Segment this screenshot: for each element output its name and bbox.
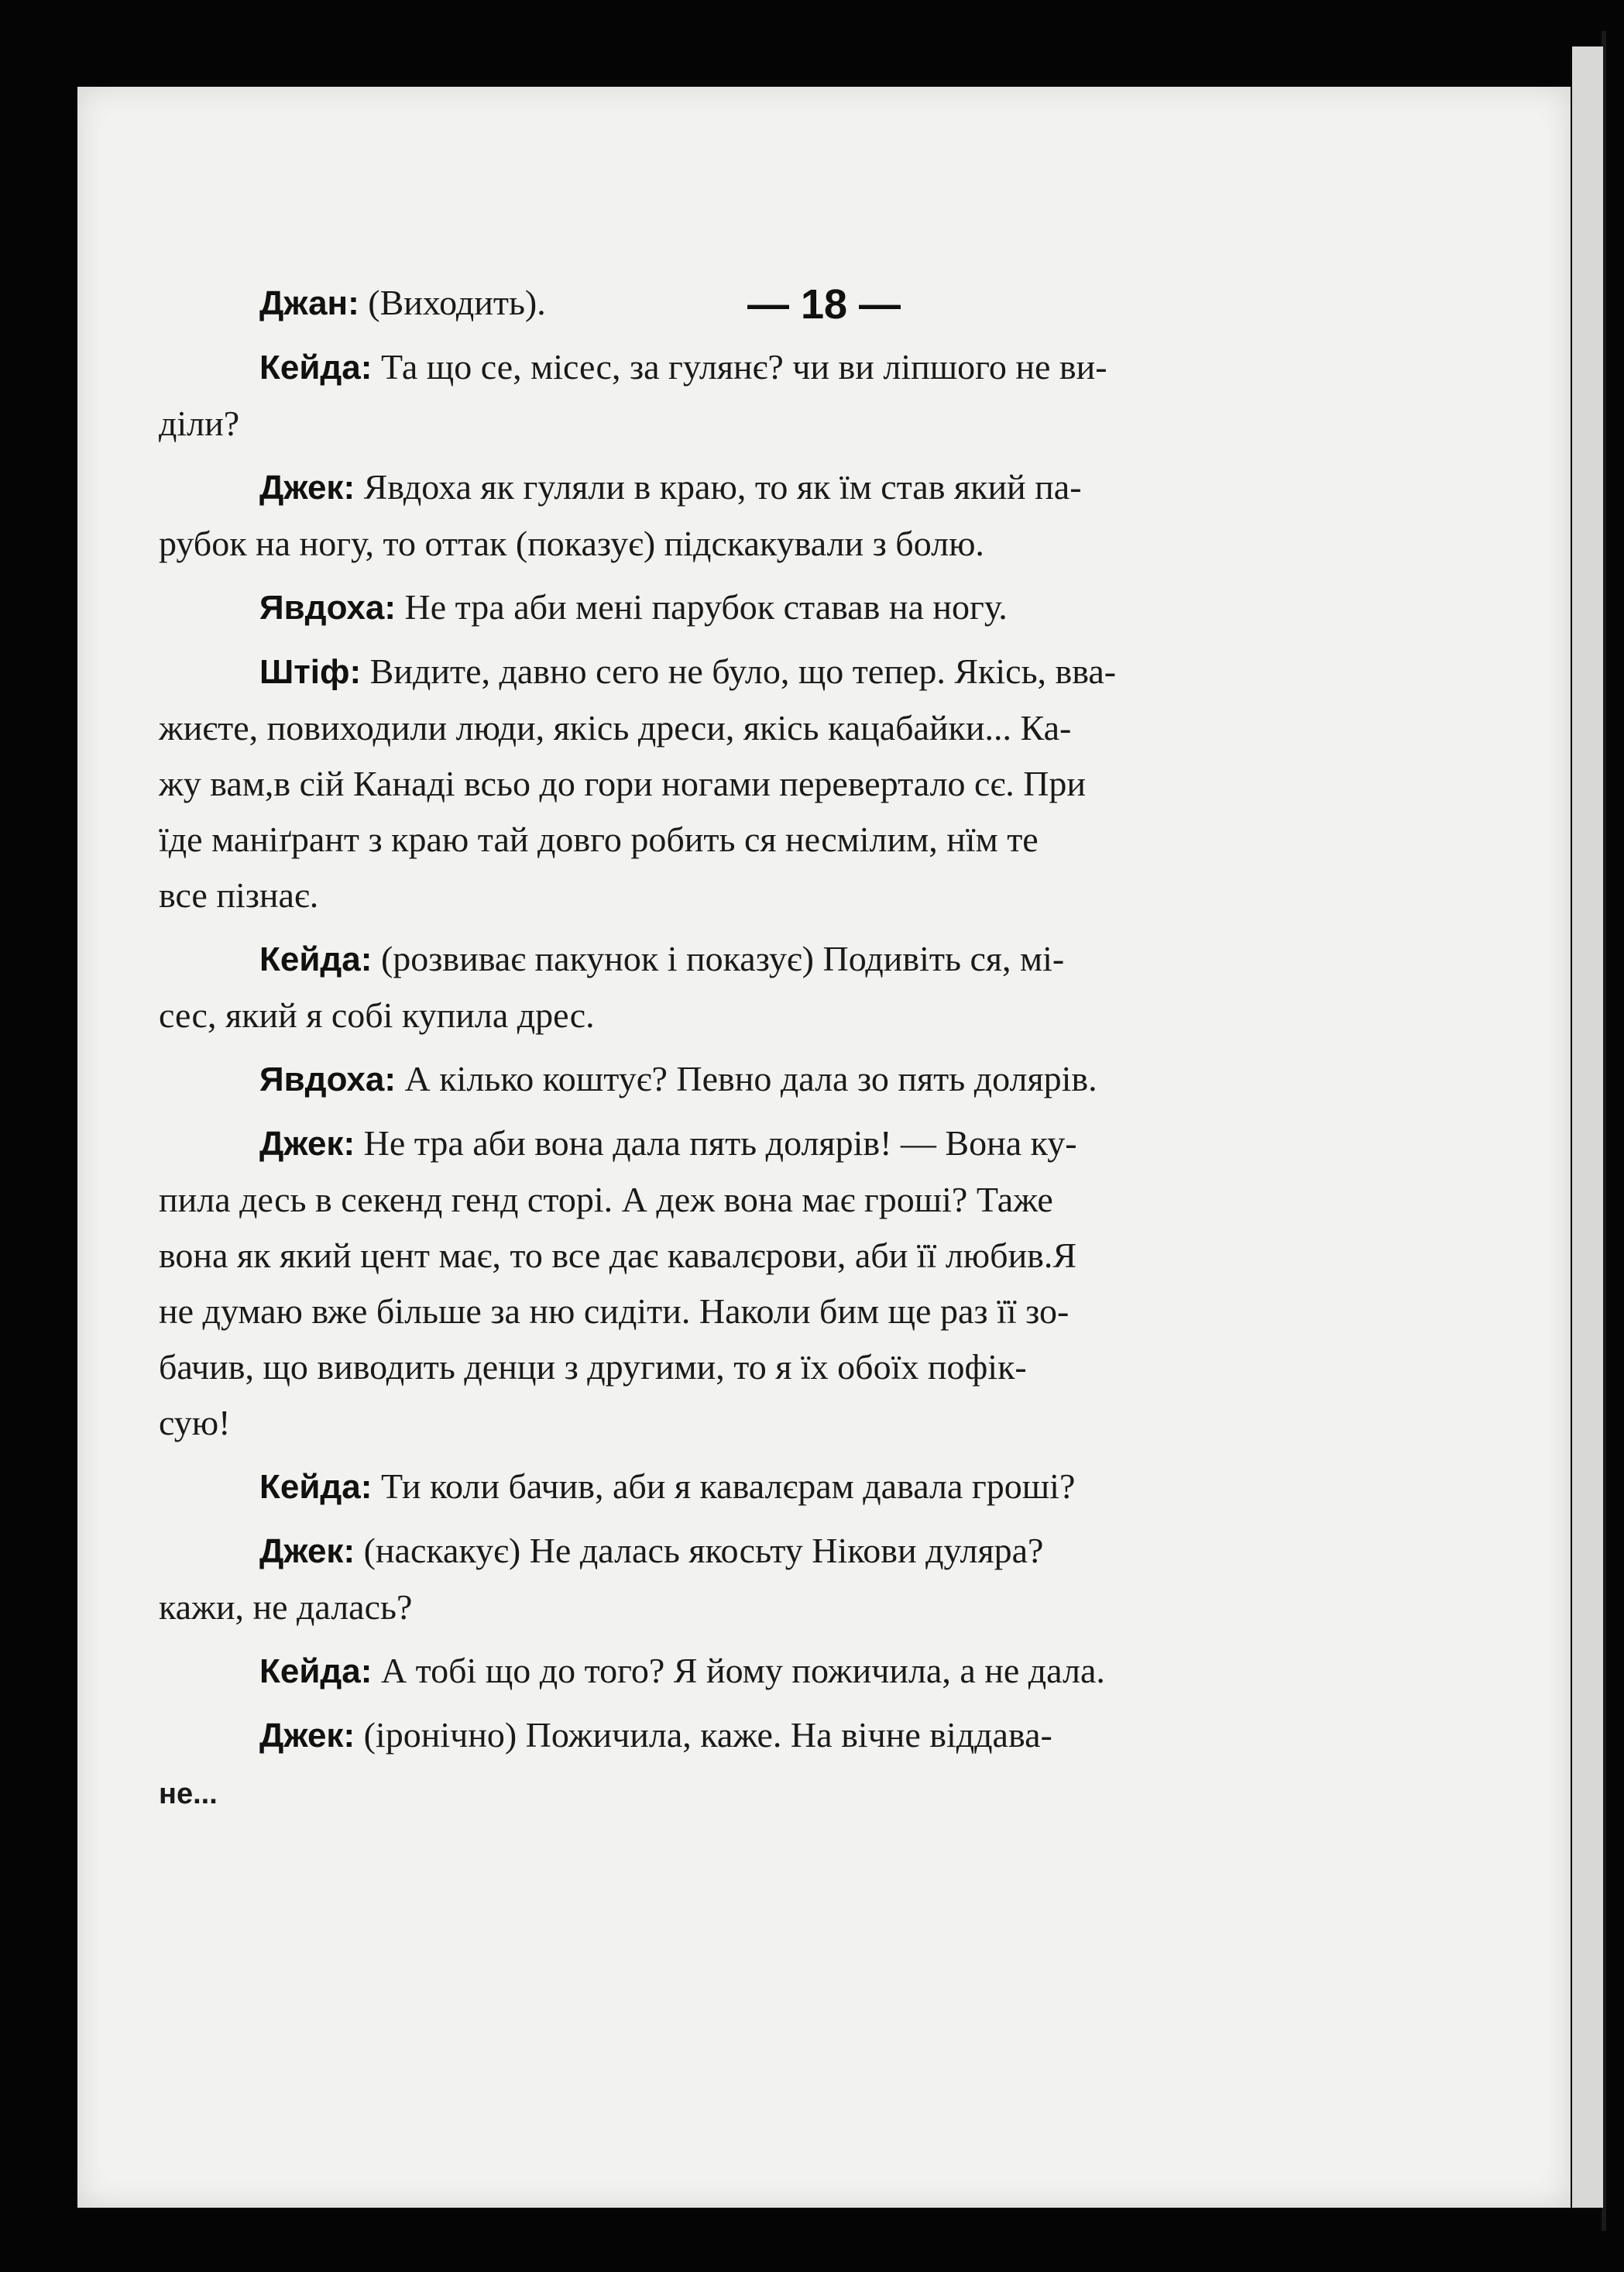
continuation-line — [159, 700, 1487, 756]
dialogue-text: їде маніґрант з краю тай довго робить ся несмілим, нїм те — [159, 820, 1039, 859]
speech-line — [159, 1051, 1487, 1108]
dialogue-text: не думаю вже більше за ню сидіти. Наколи бим ще раз її зо- — [159, 1291, 1070, 1331]
dialogue-text: бачив, що виводить денци з другими, то я їх обоїх пофік- — [159, 1347, 1027, 1387]
continuation-line — [159, 812, 1487, 868]
speaker-name: Явдоха: — [259, 589, 396, 627]
dialogue-text: діли? — [159, 404, 240, 443]
dialogue-text: (наскакує) Не далась якосьту Нікови дуляра? — [355, 1531, 1044, 1570]
speaker-name: Кейда: — [259, 1652, 373, 1690]
speaker-name: Кейда: — [259, 1468, 373, 1506]
page-gutter — [1572, 46, 1603, 2208]
continuation-line — [159, 1764, 1487, 1822]
dialogue-text: вона як який цент має, то все дає кавалєрови, аби її любив.Я — [159, 1236, 1077, 1275]
speech-line — [159, 339, 1487, 396]
dialogue-text: кажи, не далась? — [159, 1587, 413, 1627]
speech-line — [159, 275, 1487, 332]
dialogue-text: сес, який я собі купила дрес. — [159, 995, 595, 1035]
dialogue-text: рубок на ногу, то оттак (показує) підскакували з болю. — [159, 524, 984, 563]
dialogue-text: Ти коли бачив, аби я кавалєрам давала гроші? — [372, 1466, 1076, 1506]
continuation-line — [159, 756, 1487, 812]
speaker-name: Штіф: — [259, 653, 362, 691]
speech-line — [159, 931, 1487, 988]
continuation-line — [159, 868, 1487, 923]
dialogue-text: все пізнає. — [159, 875, 319, 915]
speech-line — [159, 459, 1487, 516]
continuation-line — [159, 396, 1487, 452]
page-number: — 18 — — [747, 281, 901, 328]
speaker-name: Явдоха: — [259, 1060, 396, 1098]
speaker-name: Джек: — [259, 1125, 355, 1163]
continuation-line — [159, 516, 1487, 572]
dialogue-text: пила десь в секенд генд сторі. А деж вона має гроші? Таже — [159, 1180, 1053, 1219]
speech-line — [159, 1707, 1487, 1764]
dialogue-text: А тобі що до того? Я йому пожичила, а не дала. — [372, 1651, 1105, 1690]
speaker-name: Джек: — [259, 469, 355, 507]
dialogue-text: не... — [159, 1778, 218, 1810]
continuation-line — [159, 988, 1487, 1043]
continuation-line — [159, 1172, 1487, 1228]
continuation-line — [159, 1228, 1487, 1284]
speaker-name: Джек: — [259, 1532, 355, 1570]
dialogue-text: Не тра аби мені парубок ставав на ногу. — [395, 587, 1008, 627]
speaker-name: Кейда: — [259, 940, 373, 978]
speech-line — [159, 1643, 1487, 1700]
dialogue-text: Видите, давно сего не було, що тепер. Якісь, вва- — [361, 651, 1117, 691]
speech-line — [159, 1115, 1487, 1172]
speaker-name: Кейда: — [259, 349, 373, 387]
dialogue-text: жиєте, повиходили люди, якісь дреси, якісь кацабайки... Ка- — [159, 708, 1072, 748]
speech-line — [159, 579, 1487, 636]
speech-line — [159, 1459, 1487, 1515]
dialogue-text: Не тра аби вона дала пять долярів! — Вона ку- — [355, 1123, 1077, 1163]
dialogue-text: Явдоха як гуляли в краю, то як їм став який па- — [355, 467, 1082, 507]
continuation-line — [159, 1339, 1487, 1395]
speech-line — [159, 1523, 1487, 1579]
continuation-line — [159, 1395, 1487, 1451]
continuation-line — [159, 1579, 1487, 1635]
dialogue-text: сую! — [159, 1403, 231, 1442]
play-text — [159, 267, 1487, 1822]
dialogue-text: (розвиває пакунок і показує) Подивіть ся, мі- — [372, 939, 1065, 978]
speaker-name: Джек: — [259, 1717, 355, 1755]
dialogue-text: А кілько коштує? Певно дала зо пять долярів. — [395, 1059, 1097, 1098]
continuation-line — [159, 1284, 1487, 1339]
speech-line — [159, 644, 1487, 700]
dialogue-text: (Виходить). — [359, 283, 546, 322]
dialogue-text: (іронічно) Пожичила, каже. На вічне віддава- — [355, 1715, 1052, 1755]
dialogue-text: жу вам,в сій Канаді всьо до гори ногами перевертало сє. При — [159, 764, 1087, 803]
dialogue-text: Та що се, місес, за гулянє? чи ви ліпшого не ви- — [372, 347, 1107, 387]
speaker-name: Джан: — [259, 284, 359, 322]
